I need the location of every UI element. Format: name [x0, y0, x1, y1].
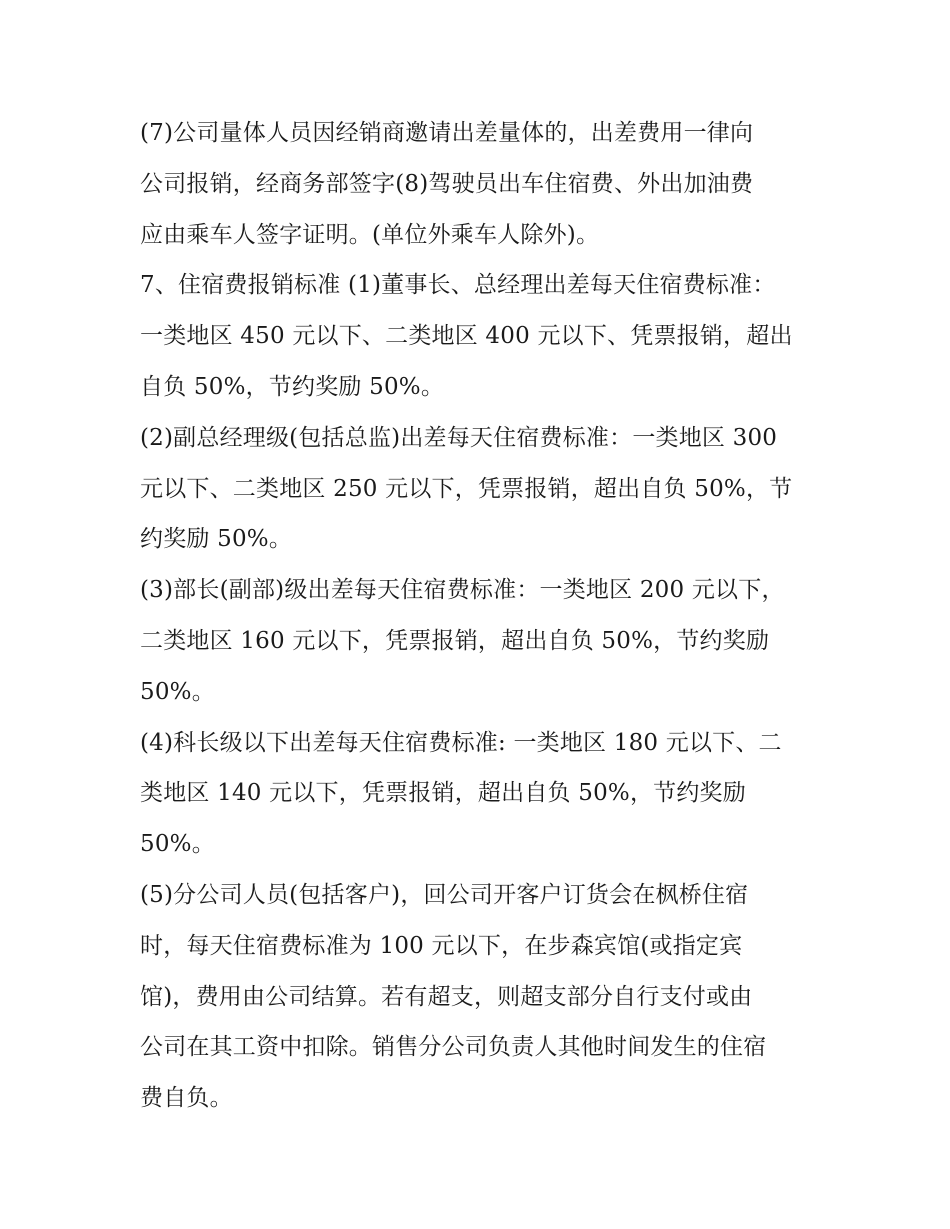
text-line: (3)部长(副部)级出差每天住宿费标准：一类地区 200 元以下，: [140, 577, 785, 604]
text-line: 50%。: [140, 678, 215, 705]
text-line: (2)副总经理级(包括总监)出差每天住宿费标准：一类地区 300: [140, 424, 778, 451]
text-line: 费自负。: [140, 1085, 233, 1112]
text-line: 一类地区 450 元以下、二类地区 400 元以下、凭票报销，超出: [140, 323, 793, 350]
text-line: 公司在其工资中扣除。销售分公司负责人其他时间发生的住宿: [140, 1034, 767, 1061]
text-line: 二类地区 160 元以下，凭票报销，超出自负 50%，节约奖励: [140, 627, 770, 654]
text-line: 7、住宿费报销标准 (1)董事长、总经理出差每天住宿费标准：: [140, 272, 776, 299]
text-line: 时，每天住宿费标准为 100 元以下，在步森宾馆(或指定宾: [140, 932, 743, 959]
text-line: (7)公司量体人员因经销商邀请出差量体的，出差费用一律向: [140, 120, 754, 146]
text-line: 公司报销，经商务部签字(8)驾驶员出车住宿费、外出加油费: [140, 170, 754, 197]
text-line: 50%。: [140, 831, 215, 858]
text-line: 类地区 140 元以下，凭票报销，超出自负 50%，节约奖励: [140, 780, 746, 807]
text-line: 自负 50%，节约奖励 50%。: [140, 373, 445, 400]
text-line: 元以下、二类地区 250 元以下，凭票报销，超出自负 50%，节: [140, 475, 793, 502]
text-line: (4)科长级以下出差每天住宿费标准: 一类地区 180 元以下、二: [140, 729, 782, 756]
text-line: 馆)，费用由公司结算。若有超支，则超支部分自行支付或由: [140, 983, 753, 1010]
text-line: (5)分公司人员(包括客户)，回公司开客户订货会在枫桥住宿: [140, 881, 749, 908]
text-line: 应由乘车人签字证明。(单位外乘车人除外)。: [140, 221, 600, 248]
text-line: 约奖励 50%。: [140, 526, 293, 553]
document-body: [140, 108, 820, 1124]
